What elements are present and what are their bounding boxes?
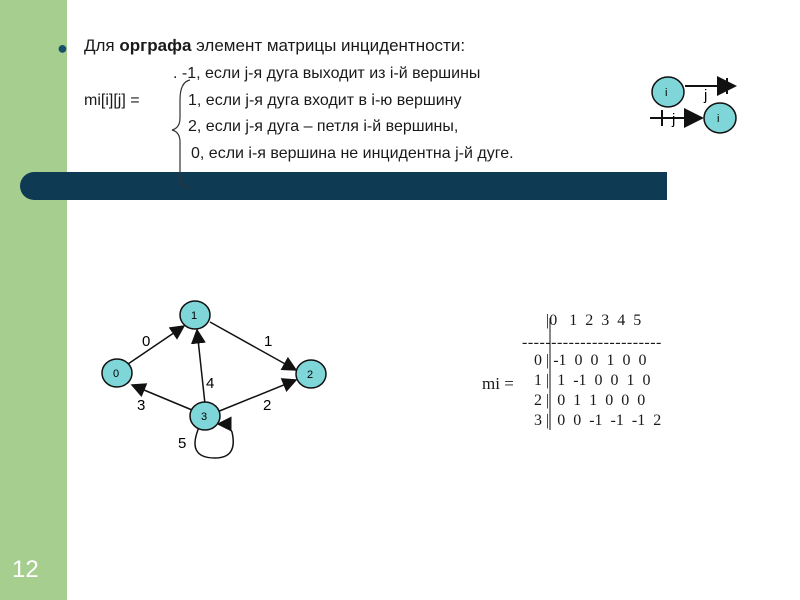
bullet-icon: ● xyxy=(57,38,68,58)
left-brace xyxy=(172,80,190,188)
legend-node-top xyxy=(652,77,684,107)
matrix-row-3: 3 | 0 0 -1 -1 -1 2 xyxy=(534,412,662,429)
heading-bold-term: орграфа xyxy=(119,36,192,55)
legend-graph xyxy=(650,77,736,133)
matrix-element-lhs: mi[i][j] = xyxy=(84,92,140,109)
heading-suffix: элемент матрицы инцидентности: xyxy=(191,36,466,55)
edge-4 xyxy=(197,330,205,404)
matrix-row-0: 0 | -1 0 0 1 0 0 xyxy=(534,352,647,369)
case-minus-one: . -1, если j-я дуга выходит из i-й вершины xyxy=(173,65,481,82)
slide-number: 12 xyxy=(12,556,39,583)
digraph xyxy=(102,301,326,458)
legend-node-bottom xyxy=(704,103,736,133)
legend-edge-top-label: j xyxy=(704,87,708,104)
matrix-separator: ------------------------ xyxy=(522,334,662,351)
node-2-label: 2 xyxy=(307,369,314,381)
edge-2 xyxy=(217,380,296,412)
edge-0 xyxy=(128,326,184,364)
matrix-label: mi = xyxy=(482,374,514,393)
legend-node-bottom-label: i xyxy=(717,113,720,125)
edge-label-5: 5 xyxy=(178,435,187,452)
case-two: 2, если j-я дуга – петля i-й вершины, xyxy=(188,118,459,135)
matrix-header: |0 1 2 3 4 5 xyxy=(546,312,642,329)
case-one: 1, если j-я дуга входит в i-ю вершину xyxy=(188,92,462,109)
node-1-label: 1 xyxy=(191,310,198,322)
edge-label-1: 1 xyxy=(264,333,273,350)
case-zero: 0, если i-я вершина не инцидентна j-й дуге. xyxy=(191,145,514,162)
legend-edge-bottom-label: j xyxy=(672,111,676,128)
edge-label-0: 0 xyxy=(142,333,151,350)
edge-1 xyxy=(210,322,296,370)
matrix-row-2: 2 | 0 1 1 0 0 0 xyxy=(534,392,646,409)
legend-node-top-label: i xyxy=(665,87,668,99)
heading-prefix: Для xyxy=(84,36,120,55)
edge-label-3: 3 xyxy=(137,397,146,414)
node-0-label: 0 xyxy=(113,368,120,380)
edge-label-2: 2 xyxy=(263,397,272,414)
matrix-row-1: 1 | 1 -1 0 0 1 0 xyxy=(534,372,651,389)
node-3-label: 3 xyxy=(201,411,208,423)
edge-label-4: 4 xyxy=(206,375,215,392)
